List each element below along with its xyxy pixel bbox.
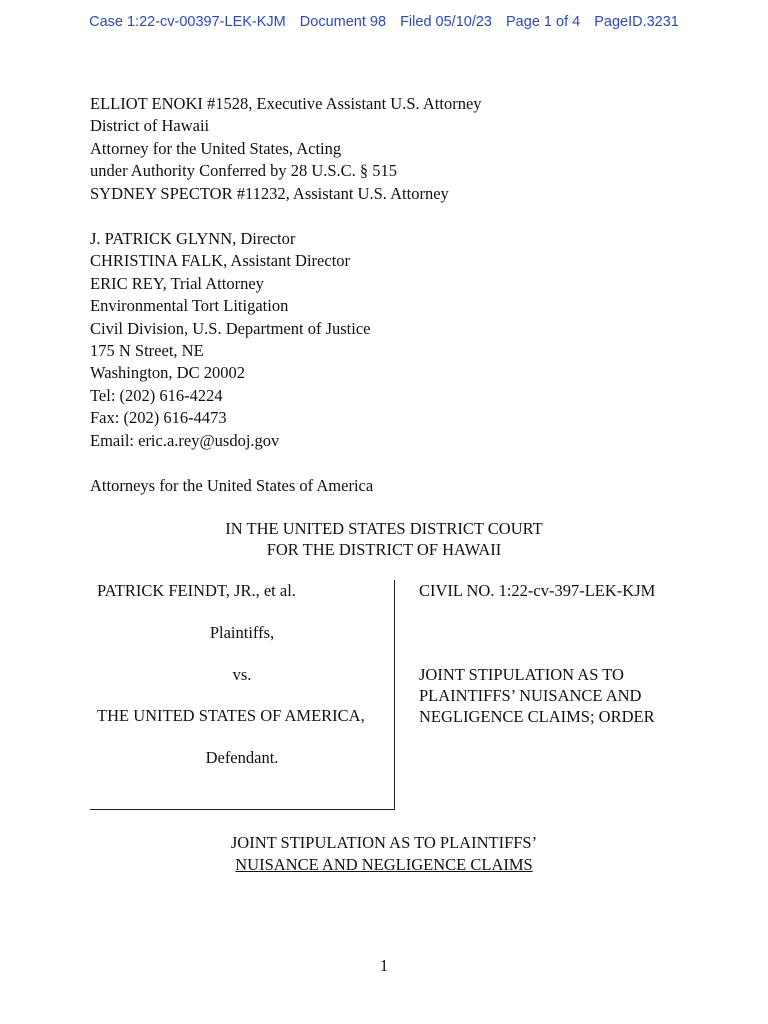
plaintiff-name: PATRICK FEINDT, JR., et al. <box>97 581 296 600</box>
case-number: Case 1:22-cv-00397-LEK-KJM <box>89 14 286 30</box>
caption-doc-title-line: JOINT STIPULATION AS TO <box>419 665 624 684</box>
court-name: IN THE UNITED STATES DISTRICT COURT <box>225 519 543 538</box>
defendant-label: Defendant. <box>205 748 279 767</box>
caption-doc-title-line: PLAINTIFFS’ NUISANCE AND <box>419 686 642 705</box>
caption-divider <box>394 580 395 810</box>
counsel-line: J. PATRICK GLYNN, Director <box>90 229 296 248</box>
document-number: Document 98 <box>299 14 387 30</box>
defendant-name: THE UNITED STATES OF AMERICA, <box>97 706 365 725</box>
counsel-line: ERIC REY, Trial Attorney <box>90 274 264 293</box>
counsel-line: Civil Division, U.S. Department of Justice <box>90 319 371 338</box>
counsel-line: Email: eric.a.rey@usdoj.gov <box>90 431 280 450</box>
civil-number: CIVIL NO. 1:22-cv-397-LEK-KJM <box>419 581 656 600</box>
ecf-header <box>0 14 768 30</box>
counsel-line: 175 N Street, NE <box>90 341 204 360</box>
plaintiffs-label: Plaintiffs, <box>209 623 275 642</box>
counsel-line: ELLIOT ENOKI #1528, Executive Assistant U.S. Attorney <box>90 94 482 113</box>
counsel-line: Tel: (202) 616-4224 <box>90 386 223 405</box>
caption-doc-title-line: NEGLIGENCE CLAIMS; ORDER <box>419 707 655 726</box>
document-title-underlined: NUISANCE AND NEGLIGENCE CLAIMS <box>235 855 533 874</box>
counsel-line: under Authority Conferred by 28 U.S.C. § 515 <box>90 161 398 180</box>
page-count: Page 1 of 4 <box>506 14 581 30</box>
document-title-line2 <box>0 854 768 875</box>
filed-date: Filed 05/10/23 <box>400 14 492 30</box>
versus: vs. <box>232 665 252 684</box>
counsel-line: District of Hawaii <box>90 116 210 135</box>
document-title-line1: JOINT STIPULATION AS TO PLAINTIFFS’ <box>230 833 538 852</box>
page-number: 1 <box>379 956 389 975</box>
counsel-line: Environmental Tort Litigation <box>90 296 289 315</box>
counsel-line: CHRISTINA FALK, Assistant Director <box>90 251 351 270</box>
counsel-line: Washington, DC 20002 <box>90 363 245 382</box>
attorneys-for: Attorneys for the United States of America <box>90 476 374 495</box>
counsel-line: Fax: (202) 616-4473 <box>90 408 227 427</box>
counsel-line: SYDNEY SPECTOR #11232, Assistant U.S. Attorney <box>90 184 449 203</box>
counsel-line: Attorney for the United States, Acting <box>90 139 342 158</box>
page-id: PageID.3231 <box>594 14 679 30</box>
caption-bottom-rule <box>90 809 395 810</box>
court-district: FOR THE DISTRICT OF HAWAII <box>266 540 502 559</box>
